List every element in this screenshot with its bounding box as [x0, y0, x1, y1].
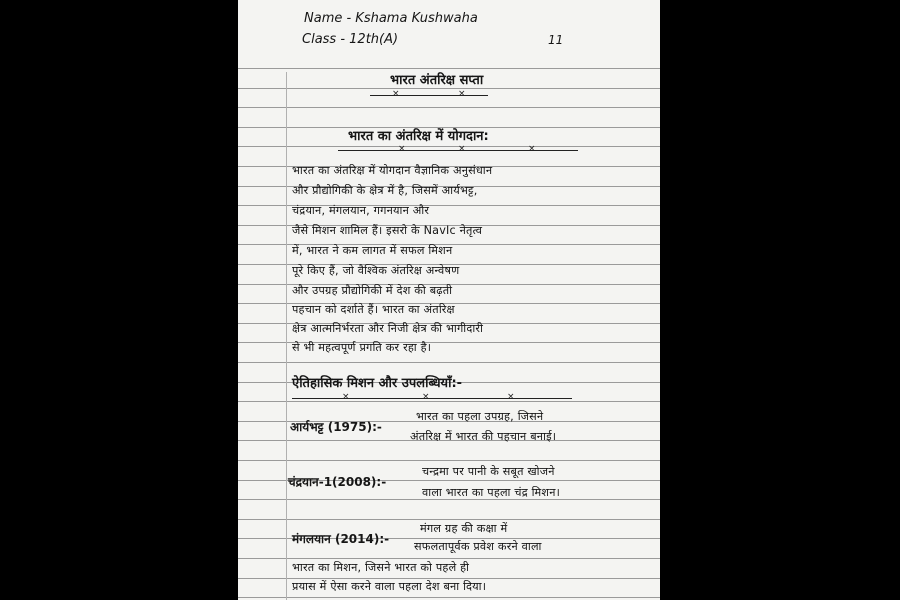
notebook-page	[238, 0, 660, 600]
section1-heading: भारत का अंतरिक्ष में योगदान:	[348, 129, 489, 144]
mission-desc-line: भारत का मिशन, जिसने भारत को पहले ही	[292, 561, 470, 574]
mission-desc-line: मंगल ग्रह की कक्षा में	[420, 522, 508, 535]
paragraph-line: से भी महत्वपूर्ण प्रगति कर रहा है।	[292, 341, 432, 354]
paragraph-line: पहचान को दर्शाते हैं। भारत का अंतरिक्ष	[292, 303, 455, 316]
paragraph-line: जैसे मिशन शामिल हैं। इसरो के NavIc नेतृत्व	[292, 224, 483, 237]
student-class: Class - 12th(A)	[302, 32, 399, 47]
mission-desc-line: भारत का पहला उपग्रह, जिसने	[416, 410, 544, 423]
mission-label: चंद्रयान-1(2008):-	[288, 475, 387, 489]
ruled-line	[238, 88, 660, 89]
mission-desc-line: चन्द्रमा पर पानी के सबूत खोजने	[422, 465, 555, 478]
mission-desc-line: सफलतापूर्वक प्रवेश करने वाला	[414, 540, 542, 553]
margin-line	[286, 72, 287, 600]
ruled-line	[238, 68, 660, 69]
section2-divider: × × ×	[292, 396, 572, 402]
ruled-line	[238, 519, 660, 520]
paragraph-line: और उपग्रह प्रौद्योगिकी में देश की बढ़ती	[292, 284, 453, 297]
ruled-line	[238, 558, 660, 559]
title-divider: × ×	[370, 93, 488, 99]
mission-desc-line: वाला भारत का पहला चंद्र मिशन।	[422, 486, 561, 499]
ruled-line	[238, 107, 660, 108]
paragraph-line: क्षेत्र आत्मनिर्भरता और निजी क्षेत्र की भागीदारी	[292, 322, 484, 335]
paragraph-line: भारत का अंतरिक्ष में योगदान वैज्ञानिक अनुसंधान	[292, 164, 493, 177]
section1-divider: × × ×	[338, 148, 578, 154]
student-name: Name - Kshama Kushwaha	[304, 11, 478, 26]
page-title: भारत अंतरिक्ष सप्ता	[390, 73, 484, 88]
paragraph-line: पूरे किए हैं, जो वैश्विक अंतरिक्ष अन्वेषण	[292, 264, 460, 277]
mission-label: मंगलयान (2014):-	[292, 532, 390, 546]
ruled-line	[238, 460, 660, 461]
paragraph-line: में, भारत ने कम लागत में सफल मिशन	[292, 244, 453, 257]
mission-label: आर्यभट्ट (1975):-	[290, 420, 382, 434]
ruled-line	[238, 362, 660, 363]
ruled-line	[238, 597, 660, 598]
paragraph-line: चंद्रयान, मंगलयान, गगनयान और	[292, 204, 430, 217]
mission-desc-line: प्रयास में ऐसा करने वाला पहला देश बना दिया।	[292, 580, 487, 593]
section2-heading: ऐतिहासिक मिशन और उपलब्धियाँ:-	[292, 376, 463, 391]
mission-desc-line: अंतरिक्ष में भारत की पहचान बनाई।	[410, 430, 557, 443]
paragraph-line: और प्रौद्योगिकी के क्षेत्र में है, जिसमें आर्यभट्ट,	[292, 184, 478, 197]
page-number: 11	[548, 33, 564, 47]
ruled-line	[238, 146, 660, 147]
